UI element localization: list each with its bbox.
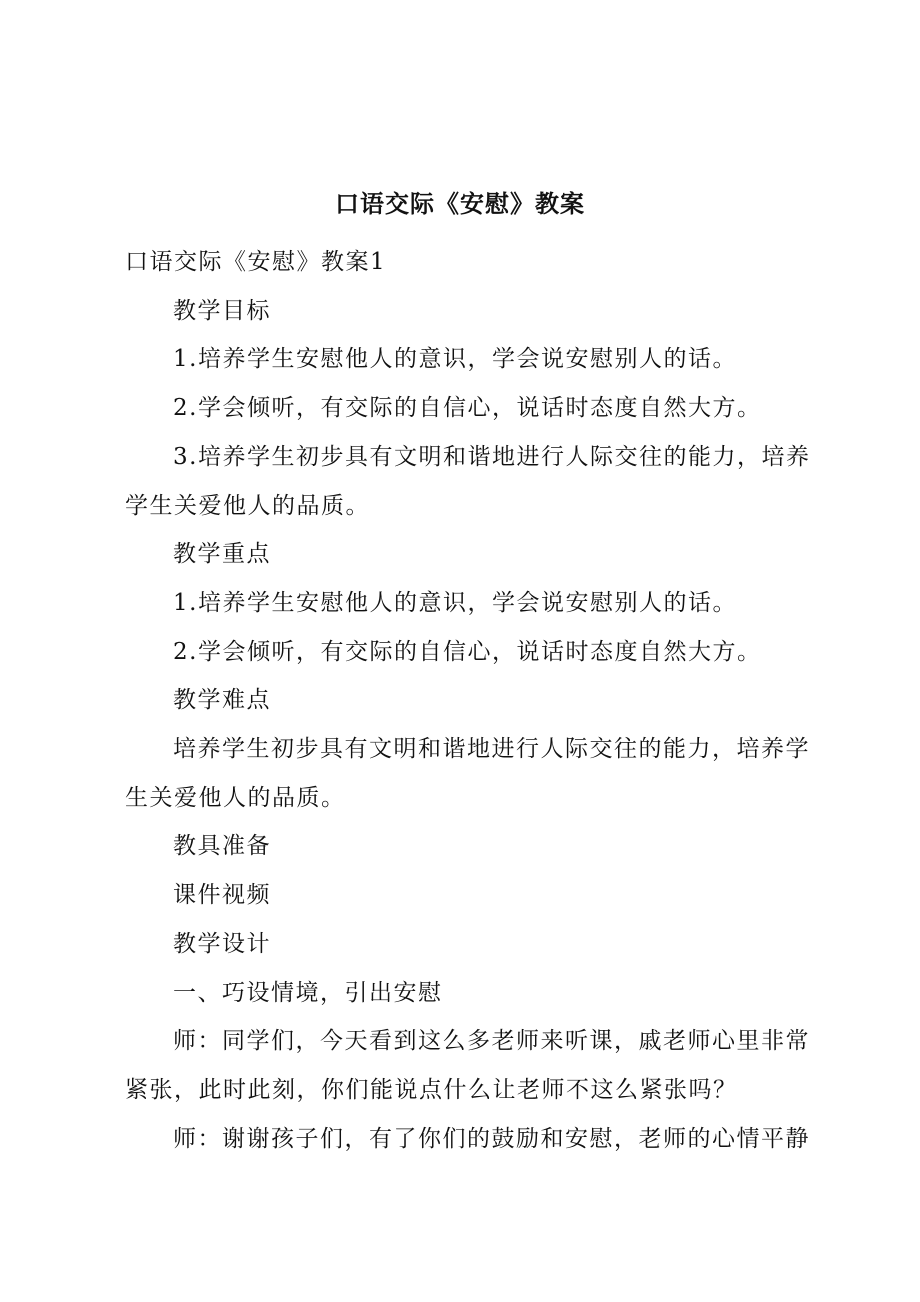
- paragraph: 3.培养学生初步具有文明和谐地进行人际交往的能力，培养学生关爱他人的品质。: [125, 443, 811, 519]
- paragraph: 培养学生初步具有文明和谐地进行人际交往的能力，培养学生关爱他人的品质。: [125, 736, 810, 811]
- paragraph: 一、巧设情境，引出安慰: [173, 979, 443, 1006]
- paragraph: 教学设计: [173, 930, 271, 957]
- paragraph: 1.培养学生安慰他人的意识，学会说安慰别人的话。: [173, 589, 737, 616]
- paragraph: 教具准备: [173, 833, 271, 860]
- document-title: 口语交际《安慰》教案: [335, 190, 585, 218]
- paragraph: 课件视频: [173, 882, 271, 909]
- paragraph: 2.学会倾听，有交际的自信心，说话时态度自然大方。: [173, 638, 762, 665]
- paragraph: 师：谢谢孩子们，有了你们的鼓励和安慰，老师的心情平静: [173, 1125, 810, 1152]
- paragraph: 师：同学们，今天看到这么多老师来听课，戚老师心里非常紧张，此时此刻，你们能说点什么让老师不这么紧张吗？: [125, 1028, 810, 1103]
- paragraph-heading: 口语交际《安慰》教案1: [125, 249, 387, 275]
- document-body: [125, 238, 825, 1163]
- paragraph: 1.培养学生安慰他人的意识，学会说安慰别人的话。: [173, 346, 737, 373]
- paragraph: 教学重点: [173, 541, 271, 568]
- paragraph: 教学目标: [173, 297, 271, 324]
- paragraph: 2.学会倾听，有交际的自信心，说话时态度自然大方。: [173, 395, 762, 422]
- paragraph: 教学难点: [173, 687, 271, 714]
